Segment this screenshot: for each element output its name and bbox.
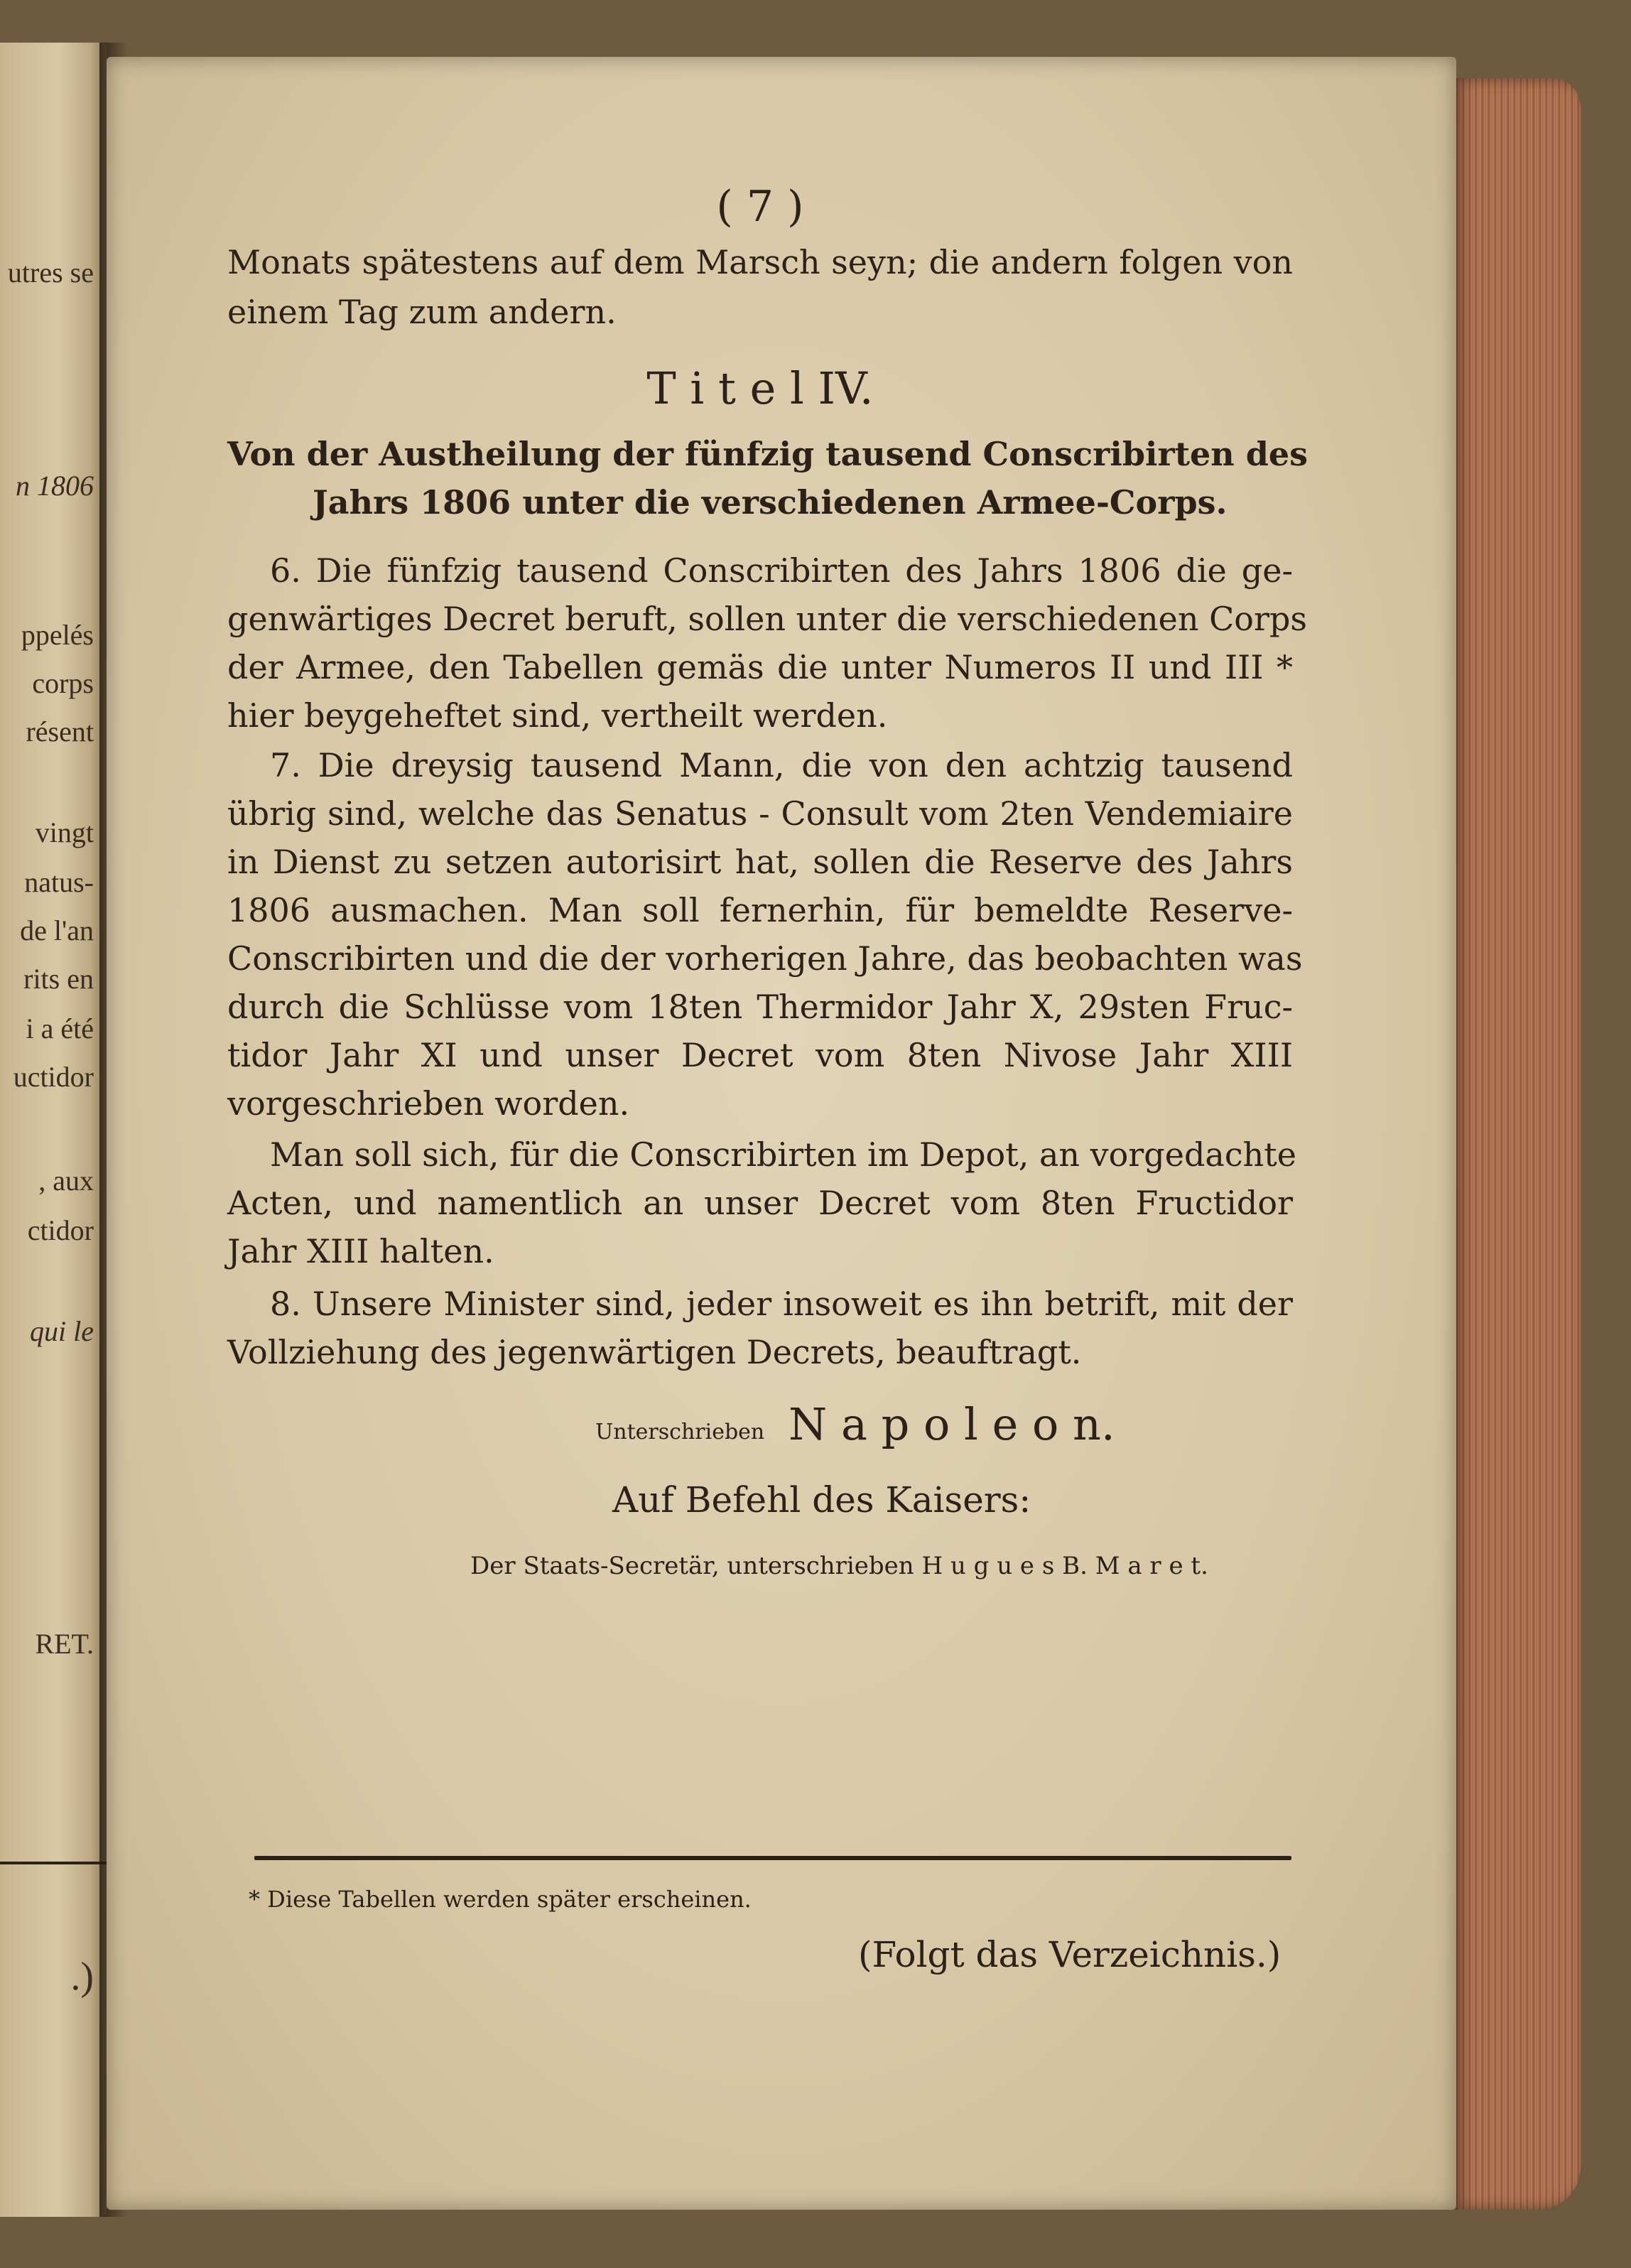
continuation-note: (Folgt das Verzeichnis.) <box>858 1934 1282 1975</box>
left-fragment: n 1806 <box>16 470 94 502</box>
left-fragment: corps <box>32 667 94 699</box>
text-line: einem Tag zum andern. <box>227 293 617 331</box>
text-line: tidor Jahr XI und unser Decret vom 8ten Nivose Jahr XIII <box>227 1036 1293 1074</box>
left-fragment: de l'an <box>20 914 94 946</box>
section-subheading: Von der Austheilung der fünfzig tausend Conscribirten des <box>227 435 1308 473</box>
text-line: Man soll sich, für die Conscribirten im Depot, an vorgedachte <box>270 1135 1296 1174</box>
section-heading: T i t e l IV. <box>646 362 874 414</box>
footnote: * Diese Tabellen werden später erscheinen. <box>249 1886 752 1913</box>
left-rule <box>0 1862 107 1864</box>
left-fragment: résent <box>26 716 94 747</box>
left-fragment: utres se <box>7 256 94 288</box>
book-edge <box>1453 78 1581 2210</box>
text-line: Monats spätestens auf dem Marsch seyn; die andern folgen von <box>227 243 1293 281</box>
text-line: 8. Unsere Minister sind, jeder insoweit es ihn betrift, mit der <box>270 1285 1293 1323</box>
secretary-line: Der Staats-Secretär, unterschrieben H u g u e s B. M a r e t. <box>470 1552 1208 1580</box>
text-line: Vollziehung des jegenwärtigen Decrets, beauftragt. <box>227 1333 1082 1371</box>
text-line: übrig sind, welche das Senatus - Consult vom 2ten Vendemiaire <box>227 794 1293 833</box>
text-line: vorgeschrieben worden. <box>227 1084 630 1123</box>
text-line: in Dienst zu setzen autorisirt hat, sollen die Reserve des Jahrs <box>227 843 1293 881</box>
text-line: 6. Die fünfzig tausend Conscribirten des Jahrs 1806 die ge- <box>270 551 1293 590</box>
text-line: Conscribirten und die der vorherigen Jahre, das beobachten was <box>227 939 1303 978</box>
left-fragment: , aux <box>38 1165 94 1197</box>
left-fragment: RET. <box>35 1628 94 1660</box>
left-fragment: rits en <box>23 963 94 995</box>
text-line: hier beygeheftet sind, vertheilt werden. <box>227 696 888 735</box>
footnote-rule <box>254 1856 1291 1860</box>
signature-name: N a p o l e o n. <box>789 1398 1115 1450</box>
text-line: genwärtiges Decret beruft, sollen unter die verschiedenen Corps <box>227 600 1307 638</box>
left-fragment: uctidor <box>13 1061 94 1093</box>
left-fragment: vingt <box>35 816 94 848</box>
page-number: ( 7 ) <box>716 182 804 232</box>
text-line: 7. Die dreysig tausend Mann, die von den achtzig tausend <box>270 746 1293 784</box>
left-fragment: natus- <box>24 866 94 898</box>
section-subheading: Jahrs 1806 unter die verschiedenen Armee-Corps. <box>313 483 1228 522</box>
order-line: Auf Befehl des Kaisers: <box>612 1479 1031 1521</box>
left-fragment: .) <box>70 1955 94 1999</box>
signature-prefix: Unterschrieben <box>595 1420 765 1444</box>
text-line: der Armee, den Tabellen gemäs die unter Numeros II und III * <box>227 648 1293 686</box>
previous-page-edge <box>0 43 107 2217</box>
text-line: durch die Schlüsse vom 18ten Thermidor Jahr X, 29sten Fruc- <box>227 988 1293 1026</box>
left-fragment: ppelés <box>21 619 94 651</box>
text-line: 1806 ausmachen. Man soll fernerhin, für bemeldte Reserve- <box>227 891 1293 929</box>
text-line: Acten, und namentlich an unser Decret vom 8ten Fructidor <box>227 1184 1293 1222</box>
text-line: Jahr XIII halten. <box>227 1232 494 1270</box>
left-fragment: i a été <box>26 1012 94 1044</box>
left-fragment: ctidor <box>27 1214 94 1246</box>
left-fragment: qui le <box>30 1315 94 1347</box>
